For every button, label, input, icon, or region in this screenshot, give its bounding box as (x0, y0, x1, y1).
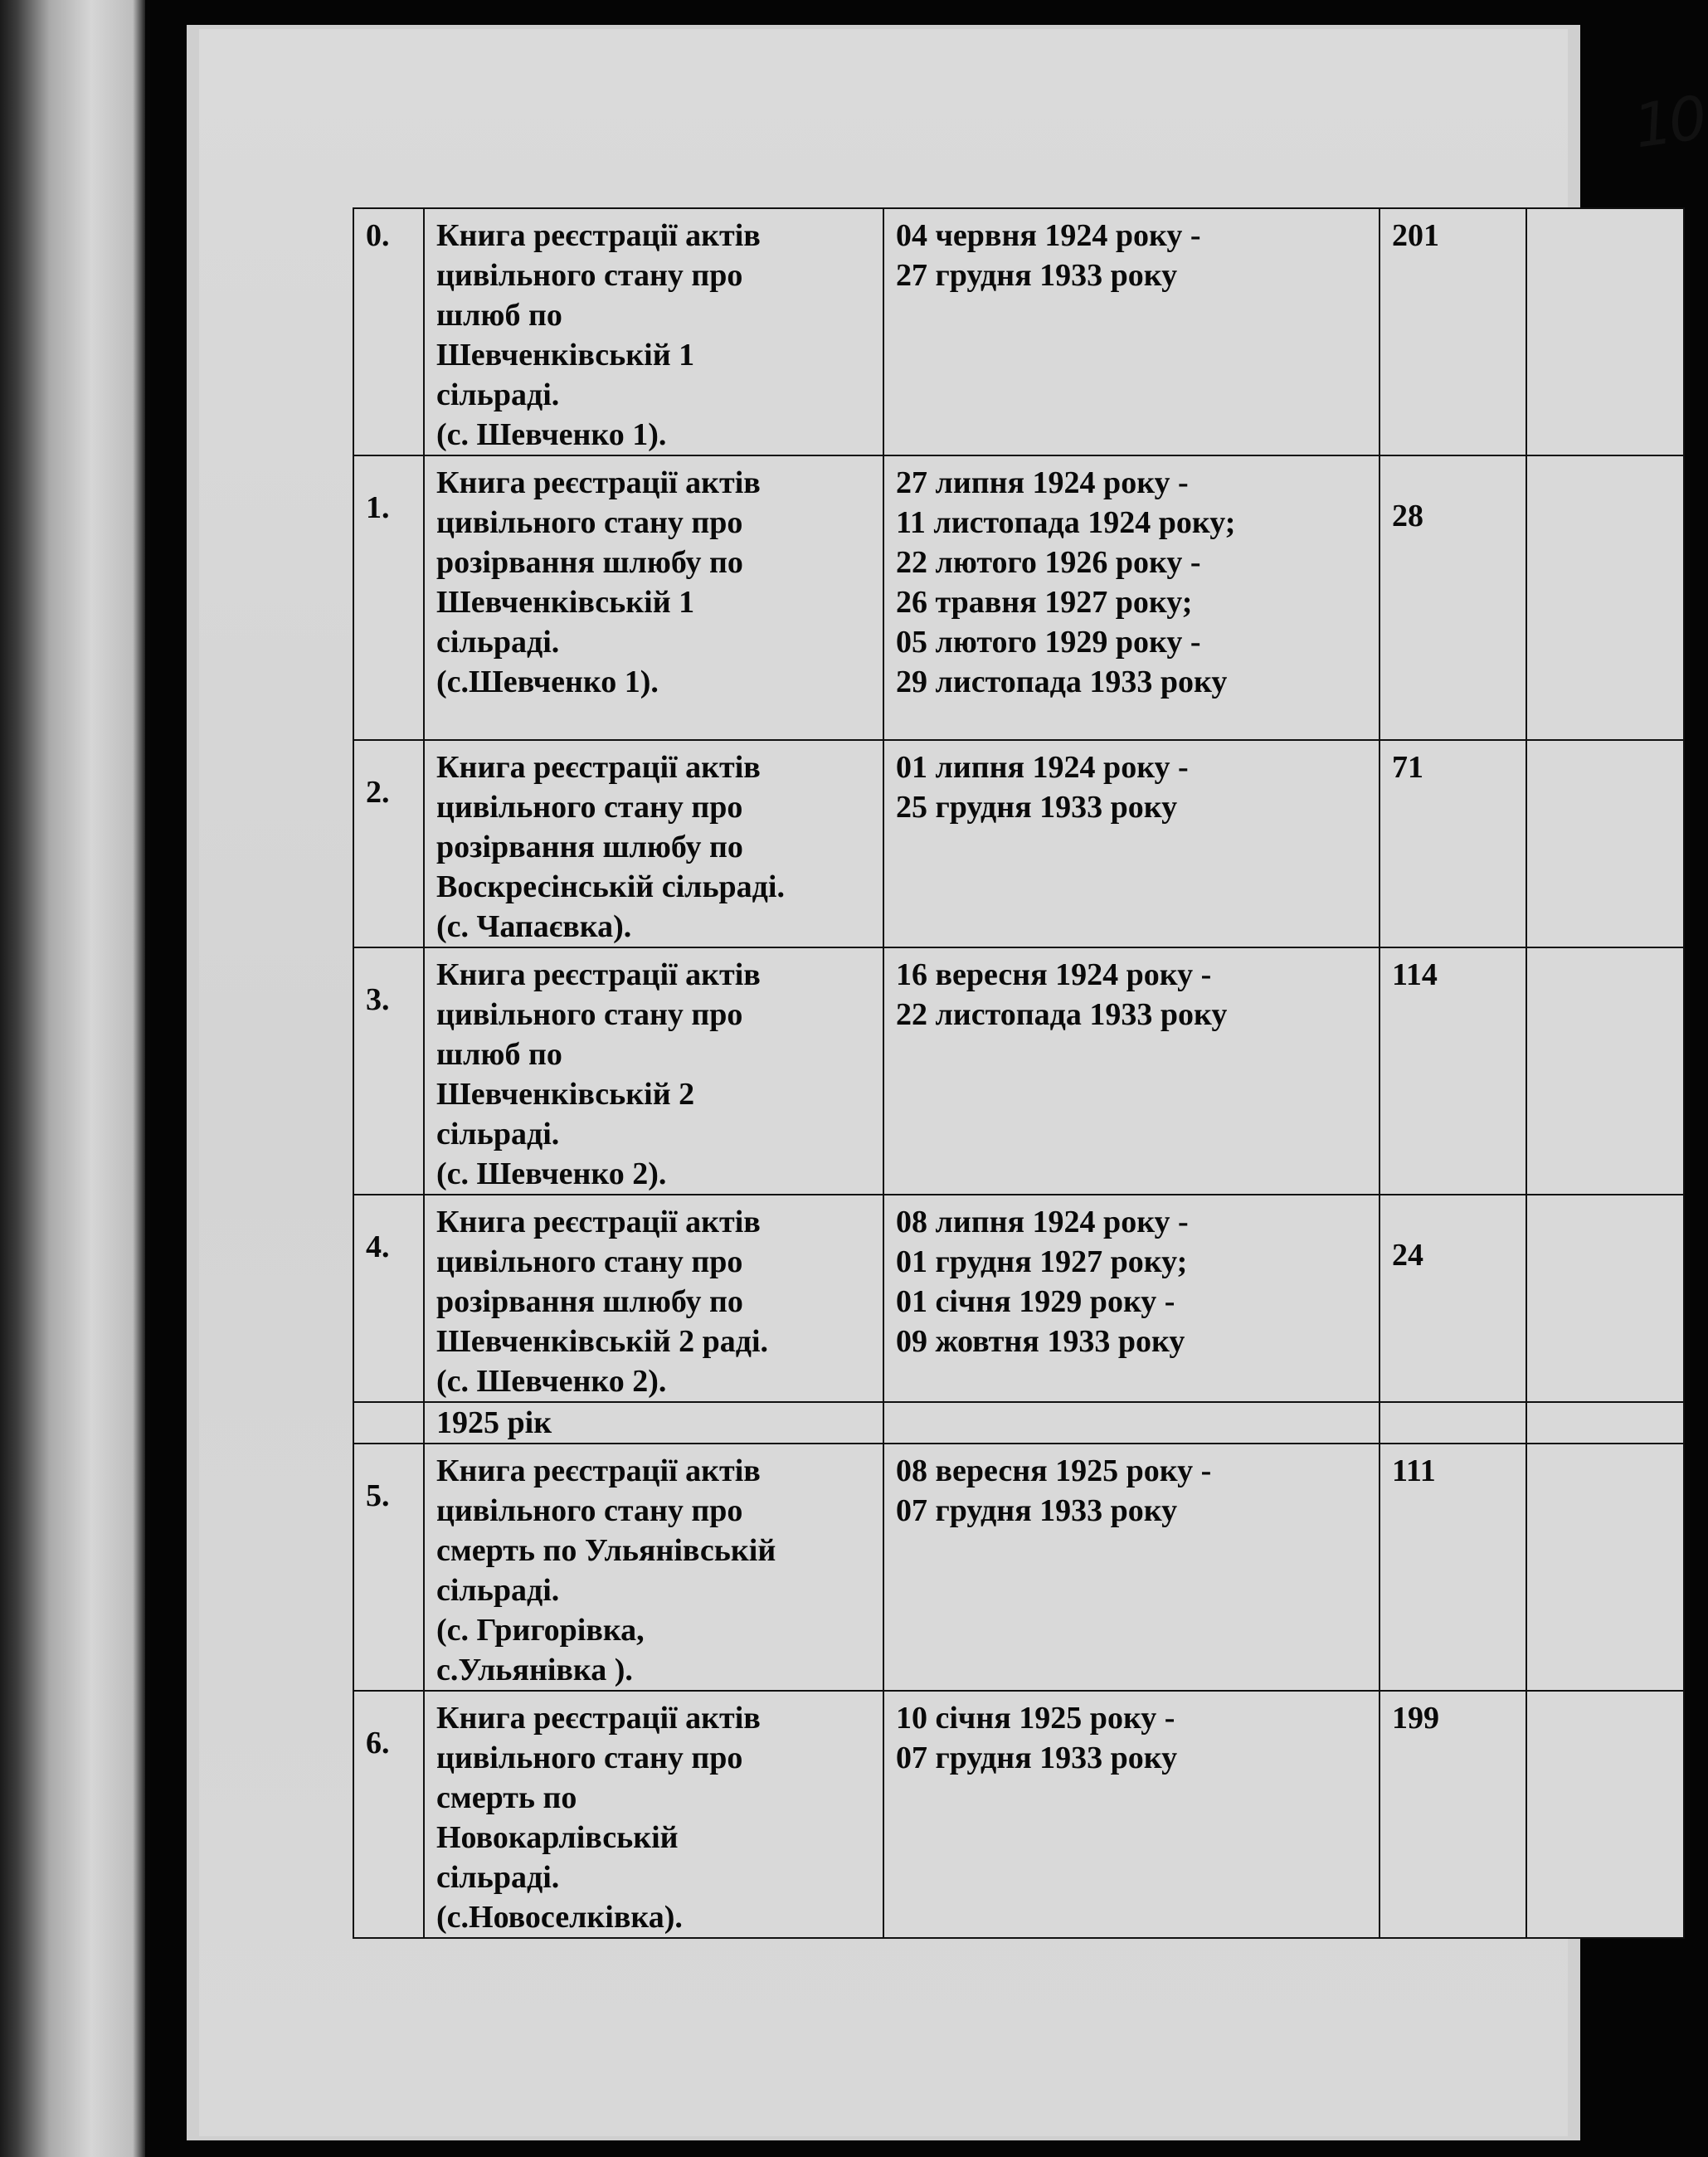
date-range-line: 29 листопада 1933 року (896, 665, 1228, 699)
register-table-body (353, 208, 1684, 1938)
record-title-line: шлюб по (436, 1037, 562, 1072)
register-table (353, 207, 1685, 1939)
record-title-line: (с. Чапаєвка). (436, 909, 632, 944)
row-number: 4. (366, 1229, 390, 1264)
record-title-line: Шевченківській 1 (436, 338, 695, 372)
date-range-line: 10 січня 1925 року - (896, 1701, 1175, 1736)
note-cell (1526, 1195, 1684, 1402)
date-range-line: 01 липня 1924 року - (896, 750, 1189, 785)
date-range-cell (883, 947, 1380, 1195)
record-title-line: Новокарлівській (436, 1820, 679, 1855)
record-title-line: Шевченківській 2 раді. (436, 1324, 769, 1359)
year-heading-row (353, 1402, 1684, 1444)
sheet-count-cell: 199 (1380, 1691, 1526, 1938)
record-title-line: (с.Шевченко 1). (436, 665, 659, 699)
num-cell (353, 1402, 424, 1444)
date-range-cell (883, 208, 1380, 455)
document-page (199, 29, 1708, 2136)
date-range-line: 04 червня 1924 року - (896, 218, 1201, 253)
page-number: 10 (1629, 82, 1708, 162)
record-title-line: розірвання шлюбу по (436, 1284, 743, 1319)
table-row (353, 1444, 1684, 1691)
record-title-line: Книга реєстрації актів (436, 465, 761, 500)
empty-cell (1380, 1402, 1526, 1444)
record-title-line: сільраді. (436, 1860, 560, 1895)
book-binding-edge (0, 0, 145, 2157)
note-cell (1526, 1691, 1684, 1938)
note-cell (1526, 740, 1684, 947)
row-number: 3. (366, 982, 390, 1017)
record-title-line: цивільного стану про (436, 258, 743, 293)
sheet-count-cell: 28 (1380, 455, 1526, 740)
sheet-count-cell: 201 (1380, 208, 1526, 455)
table-row (353, 1691, 1684, 1938)
record-title-line: Книга реєстрації актів (436, 1453, 761, 1488)
record-title-cell (424, 1195, 883, 1402)
row-number-cell (353, 1444, 424, 1691)
record-title-line: Шевченківській 1 (436, 585, 695, 620)
row-number-cell (353, 455, 424, 740)
record-title-line: Книга реєстрації актів (436, 1205, 761, 1239)
row-number: 6. (366, 1726, 390, 1760)
record-title-cell (424, 1444, 883, 1691)
record-title-line: цивільного стану про (436, 1741, 743, 1775)
record-title-line: (с. Шевченко 2). (436, 1364, 667, 1399)
record-title-line: смерть по Ульянівській (436, 1533, 776, 1568)
date-range-cell (883, 740, 1380, 947)
record-title-line: (с. Григорівка, (436, 1613, 645, 1648)
record-title-line: сільраді. (436, 377, 560, 412)
date-range-line: 01 січня 1929 року - (896, 1284, 1175, 1319)
record-title-line: Книга реєстрації актів (436, 750, 761, 785)
row-number: 1. (366, 490, 390, 525)
sheet-count-cell: 24 (1380, 1195, 1526, 1402)
record-title-line: цивільного стану про (436, 790, 743, 825)
date-range-cell (883, 455, 1380, 740)
row-number-cell (353, 947, 424, 1195)
record-title-cell (424, 208, 883, 455)
record-title-line: Книга реєстрації актів (436, 957, 761, 992)
table-row (353, 455, 1684, 740)
record-title-cell (424, 947, 883, 1195)
record-title-line: (с. Шевченко 2). (436, 1156, 667, 1191)
row-number-cell (353, 1195, 424, 1402)
year-heading: 1925 рік (424, 1402, 883, 1444)
table-row (353, 947, 1684, 1195)
row-number: 5. (366, 1478, 390, 1513)
table-row (353, 1195, 1684, 1402)
date-range-line: 07 грудня 1933 року (896, 1493, 1178, 1528)
date-range-line: 27 грудня 1933 року (896, 258, 1178, 293)
date-range-line: 09 жовтня 1933 року (896, 1324, 1185, 1359)
date-range-line: 27 липня 1924 року - (896, 465, 1189, 500)
record-title-line: Шевченківській 2 (436, 1077, 695, 1112)
date-range-line: 07 грудня 1933 року (896, 1741, 1178, 1775)
date-range-line: 08 вересня 1925 року - (896, 1453, 1212, 1488)
record-title-line: розірвання шлюбу по (436, 545, 743, 580)
date-range-line: 26 травня 1927 року; (896, 585, 1193, 620)
date-range-cell (883, 1444, 1380, 1691)
record-title-line: Книга реєстрації актів (436, 1701, 761, 1736)
note-cell (1526, 455, 1684, 740)
record-title-line: цивільного стану про (436, 1244, 743, 1279)
record-title-cell (424, 740, 883, 947)
sheet-count-cell: 111 (1380, 1444, 1526, 1691)
empty-cell (883, 1402, 1380, 1444)
record-title-line: с.Ульянівка ). (436, 1653, 633, 1687)
record-title-line: сільраді. (436, 625, 560, 660)
date-range-line: 05 лютого 1929 року - (896, 625, 1201, 660)
note-cell (1526, 208, 1684, 455)
date-range-cell (883, 1691, 1380, 1938)
record-title-line: сільраді. (436, 1573, 560, 1608)
sheet-count-cell: 71 (1380, 740, 1526, 947)
date-range-line: 08 липня 1924 року - (896, 1205, 1189, 1239)
sheet-count-cell: 114 (1380, 947, 1526, 1195)
date-range-line: 01 грудня 1927 року; (896, 1244, 1188, 1279)
row-number-cell (353, 1691, 424, 1938)
note-cell (1526, 947, 1684, 1195)
empty-cell (1526, 1402, 1684, 1444)
record-title-line: шлюб по (436, 298, 562, 333)
record-title-line: (с.Новоселківка). (436, 1900, 683, 1935)
record-title-line: цивільного стану про (436, 1493, 743, 1528)
record-title-line: цивільного стану про (436, 997, 743, 1032)
record-title-line: смерть по (436, 1780, 577, 1815)
row-number: 2. (366, 775, 390, 810)
row-number: 0. (366, 218, 390, 253)
row-number-cell (353, 740, 424, 947)
record-title-cell (424, 1691, 883, 1938)
record-title-line: Воскресінській сільраді. (436, 869, 785, 904)
record-title-line: сільраді. (436, 1117, 560, 1152)
record-title-line: цивільного стану про (436, 505, 743, 540)
record-title-line: розірвання шлюбу по (436, 830, 743, 864)
table-row (353, 740, 1684, 947)
record-title-line: (с. Шевченко 1). (436, 417, 667, 452)
date-range-cell (883, 1195, 1380, 1402)
date-range-line: 25 грудня 1933 року (896, 790, 1178, 825)
date-range-line: 22 лютого 1926 року - (896, 545, 1201, 580)
date-range-line: 16 вересня 1924 року - (896, 957, 1212, 992)
table-row (353, 208, 1684, 455)
note-cell (1526, 1444, 1684, 1691)
record-title-cell (424, 455, 883, 740)
record-title-line: Книга реєстрації актів (436, 218, 761, 253)
date-range-line: 22 листопада 1933 року (896, 997, 1228, 1032)
date-range-line: 11 листопада 1924 року; (896, 505, 1236, 540)
row-number-cell (353, 208, 424, 455)
